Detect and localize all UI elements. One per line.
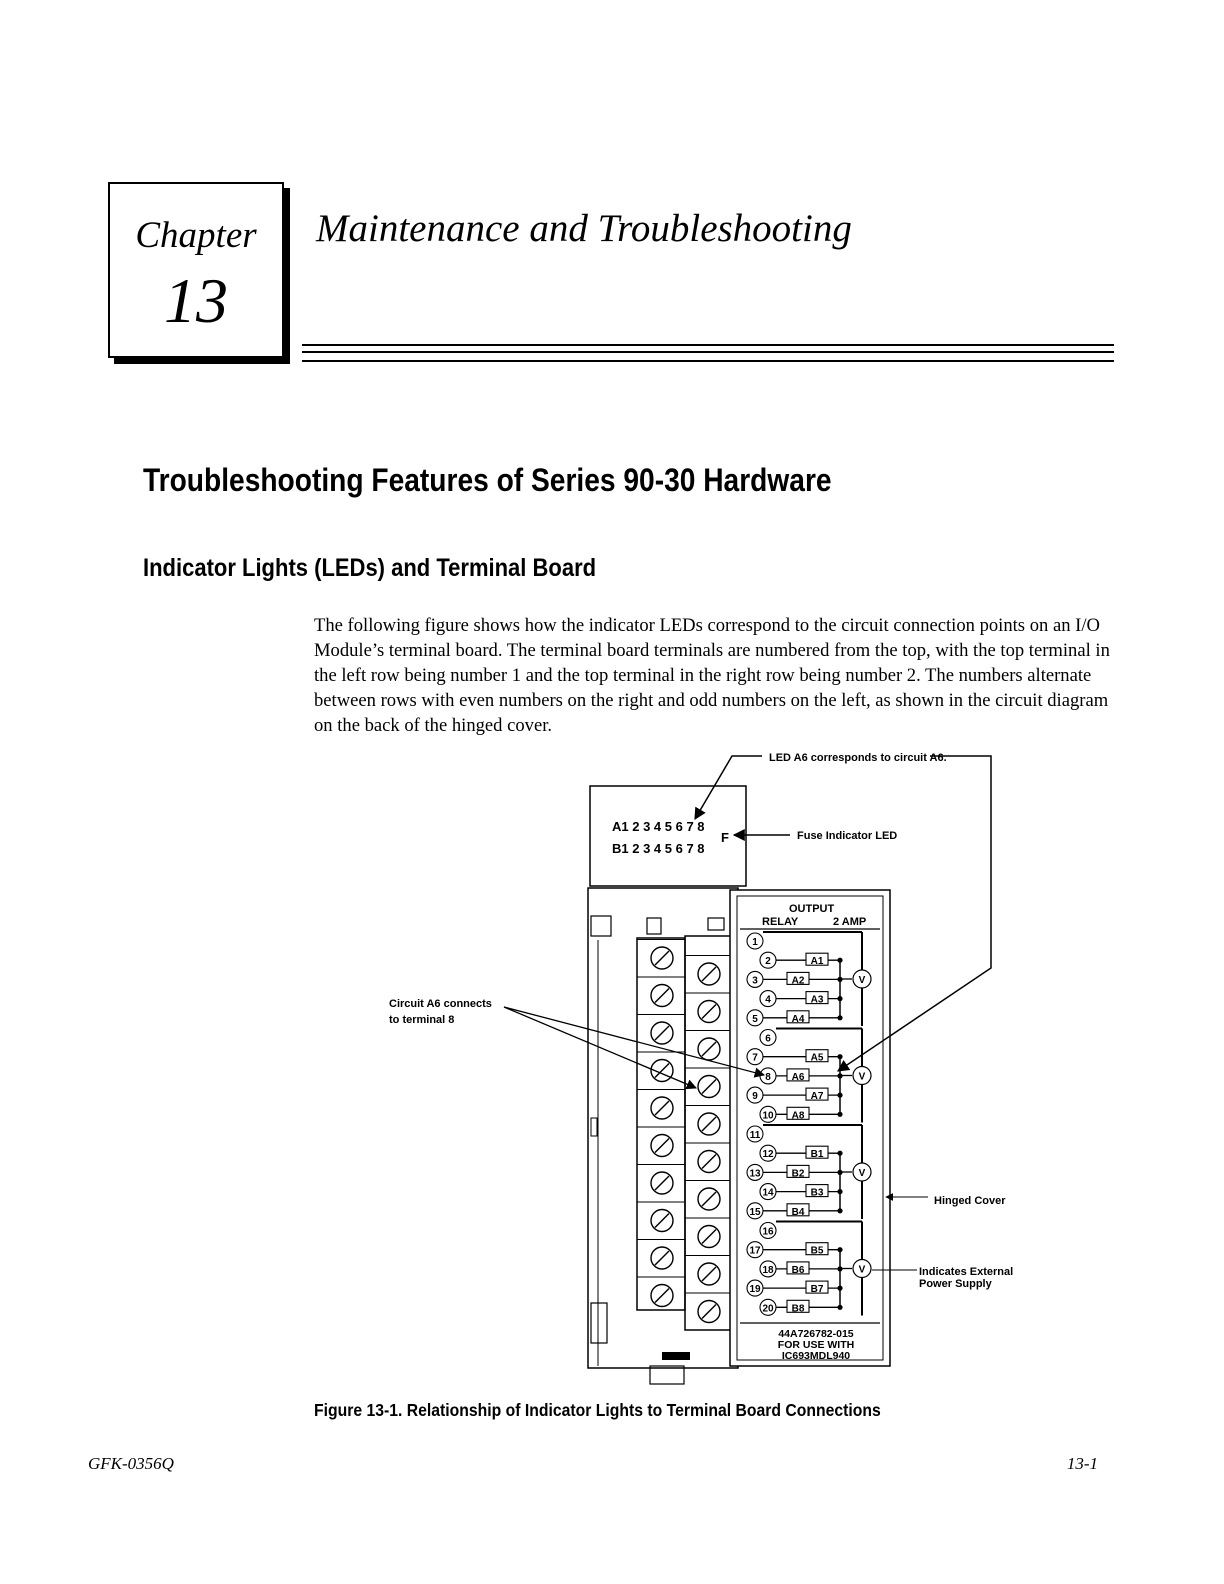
callout-circuit-a6-line2: to terminal 8 xyxy=(389,1014,455,1026)
terminal-number xyxy=(747,933,763,949)
terminal-screw-right xyxy=(698,963,720,985)
terminal-screw-left xyxy=(651,1210,673,1232)
svg-text:B5: B5 xyxy=(810,1245,824,1257)
terminal-board-figure xyxy=(370,740,1070,1395)
relay-label xyxy=(787,1165,809,1179)
svg-text:V: V xyxy=(858,1071,866,1083)
svg-text:8: 8 xyxy=(765,1071,771,1083)
terminal-number xyxy=(747,1010,763,1026)
chapter-title: Maintenance and Troubleshooting xyxy=(316,207,852,250)
terminal-number xyxy=(760,1030,776,1046)
relay-label xyxy=(806,1185,828,1199)
title-rule-top xyxy=(302,344,1114,346)
terminal-number xyxy=(747,1164,763,1180)
callout-external-supply-line2: Power Supply xyxy=(919,1278,992,1290)
terminal-screw-left xyxy=(651,1097,673,1119)
external-supply-symbol xyxy=(853,1260,871,1278)
relay-label xyxy=(787,1262,809,1276)
terminal-screw-left xyxy=(651,985,673,1007)
svg-text:17: 17 xyxy=(749,1245,761,1257)
chapter-box xyxy=(108,182,284,358)
terminal-number xyxy=(747,1049,763,1065)
svg-text:B2: B2 xyxy=(791,1168,805,1180)
svg-text:B3: B3 xyxy=(810,1187,824,1199)
terminal-number xyxy=(747,1280,763,1296)
terminal-screw-right xyxy=(698,1226,720,1248)
svg-text:4: 4 xyxy=(765,994,771,1006)
relay-label xyxy=(787,972,809,986)
terminal-screw-left xyxy=(651,947,673,969)
svg-text:16: 16 xyxy=(762,1226,774,1238)
relay-label xyxy=(787,1300,809,1314)
svg-text:A4: A4 xyxy=(791,1013,805,1025)
svg-text:A5: A5 xyxy=(810,1052,824,1064)
svg-text:A1: A1 xyxy=(810,956,824,968)
terminal-screw-left xyxy=(651,1247,673,1269)
svg-text:6: 6 xyxy=(765,1033,771,1045)
callout-external-supply-line1: Indicates External xyxy=(919,1266,1014,1278)
terminal-number xyxy=(747,1242,763,1258)
part-number: 44A726782-015 xyxy=(778,1328,854,1340)
footer-doc-id: GFK-0356Q xyxy=(88,1454,174,1473)
terminal-screw-right xyxy=(698,1113,720,1135)
svg-text:B8: B8 xyxy=(791,1303,805,1315)
callout-circuit-a6-line1: Circuit A6 connects xyxy=(389,998,492,1010)
external-supply-symbol xyxy=(853,1067,871,1085)
terminal-screws xyxy=(637,936,731,1330)
relay-label xyxy=(806,953,828,967)
svg-text:18: 18 xyxy=(762,1264,774,1276)
terminal-screw-right xyxy=(698,1188,720,1210)
relay-label xyxy=(806,1243,828,1257)
svg-text:11: 11 xyxy=(749,1130,761,1141)
svg-text:V: V xyxy=(858,975,866,986)
subsection-heading: Indicator Lights (LEDs) and Terminal Board xyxy=(143,554,597,582)
callout-led-a6: LED A6 corresponds to circuit A6. xyxy=(769,752,947,764)
terminal-screw-left xyxy=(651,1172,673,1194)
part-usage: FOR USE WITH xyxy=(777,1339,855,1351)
svg-text:5: 5 xyxy=(752,1013,758,1025)
terminal-number xyxy=(747,1087,763,1103)
relay-label xyxy=(806,992,828,1006)
relay-label xyxy=(787,1107,809,1121)
terminal-screw-right xyxy=(698,1038,720,1060)
svg-text:20: 20 xyxy=(762,1303,774,1315)
svg-text:9: 9 xyxy=(752,1091,758,1103)
body-paragraph: The following figure shows how the indicator LEDs correspond to the circuit connection points on an I/O Module’s terminal board. The terminal board terminals are numbered from the top, with the top terminal in the left row being number 1 and the top terminal in the right row being number 2. The numbers alternate between rows with even numbers on the right and odd numbers on the left, as shown in the circuit diagram on the back of the hinged cover. xyxy=(314,615,1110,736)
svg-text:A7: A7 xyxy=(810,1091,824,1103)
svg-text:B4: B4 xyxy=(791,1206,805,1218)
terminal-number xyxy=(760,1261,776,1277)
relay-label xyxy=(806,1281,828,1295)
led-row-b: B1 2 3 4 5 6 7 8 xyxy=(612,841,705,856)
svg-text:7: 7 xyxy=(752,1052,758,1064)
terminal-number xyxy=(747,1203,763,1219)
terminal-number xyxy=(760,1184,776,1200)
svg-text:2: 2 xyxy=(765,956,771,968)
cover-amp-label: 2 AMP xyxy=(833,916,867,928)
svg-text:19: 19 xyxy=(749,1284,761,1296)
terminal-number xyxy=(760,952,776,968)
svg-text:B7: B7 xyxy=(810,1284,824,1296)
cover-relay-label: RELAY xyxy=(762,916,799,928)
chapter-label: Chapter xyxy=(135,215,257,256)
svg-text:A3: A3 xyxy=(810,994,824,1006)
svg-text:B6: B6 xyxy=(791,1264,805,1276)
part-model: IC693MDL940 xyxy=(781,1350,851,1362)
terminal-screw-left xyxy=(651,1135,673,1157)
terminal-screw-right xyxy=(698,1001,720,1023)
terminal-screw-left xyxy=(651,1285,673,1307)
relay-label xyxy=(787,1069,809,1083)
relay-label xyxy=(806,1050,828,1064)
svg-text:V: V xyxy=(858,1168,866,1179)
terminal-screw-right xyxy=(698,1076,720,1098)
external-supply-symbol xyxy=(853,1163,871,1181)
callout-fuse-led: Fuse Indicator LED xyxy=(797,830,898,842)
terminal-number xyxy=(747,971,763,987)
led-row-a: A1 2 3 4 5 6 7 8 xyxy=(612,819,705,834)
svg-text:A8: A8 xyxy=(791,1110,805,1122)
terminal-screw-right xyxy=(698,1301,720,1323)
title-rule-middle xyxy=(302,351,1114,353)
callout-hinged-cover: Hinged Cover xyxy=(934,1195,1006,1207)
chapter-number: 13 xyxy=(164,265,228,336)
relay-label xyxy=(787,1011,809,1025)
svg-text:3: 3 xyxy=(752,975,758,987)
relay-label xyxy=(806,1146,828,1160)
figure-caption: Figure 13-1. Relationship of Indicator Lights to Terminal Board Connections xyxy=(314,1400,881,1420)
terminal-number xyxy=(760,1223,776,1239)
terminal-number xyxy=(760,1299,776,1315)
svg-text:10: 10 xyxy=(762,1110,774,1122)
terminal-screw-left xyxy=(651,1022,673,1044)
fuse-led-letter: F xyxy=(721,830,729,845)
terminal-number xyxy=(760,991,776,1007)
terminal-screw-right xyxy=(698,1151,720,1173)
svg-text:A6: A6 xyxy=(791,1071,805,1083)
section-heading: Troubleshooting Features of Series 90-30 Hardware xyxy=(143,462,832,498)
svg-text:A2: A2 xyxy=(791,975,805,987)
svg-text:15: 15 xyxy=(749,1206,761,1218)
terminal-number xyxy=(747,1126,763,1142)
svg-text:V: V xyxy=(858,1264,866,1276)
terminal-number xyxy=(760,1068,776,1084)
relay-label xyxy=(787,1204,809,1218)
svg-text:1: 1 xyxy=(752,937,758,948)
terminal-screw-right xyxy=(698,1263,720,1285)
svg-text:12: 12 xyxy=(762,1149,774,1161)
relay-label xyxy=(806,1088,828,1102)
terminal-number xyxy=(760,1106,776,1122)
external-supply-symbol xyxy=(853,970,871,988)
terminal-number xyxy=(760,1145,776,1161)
footer-page-number: 13-1 xyxy=(1066,1454,1098,1473)
svg-text:B1: B1 xyxy=(810,1149,824,1161)
svg-text:14: 14 xyxy=(762,1187,774,1199)
cover-output-label: OUTPUT xyxy=(789,903,835,915)
svg-text:13: 13 xyxy=(749,1168,761,1180)
title-rule-bottom xyxy=(302,360,1114,362)
